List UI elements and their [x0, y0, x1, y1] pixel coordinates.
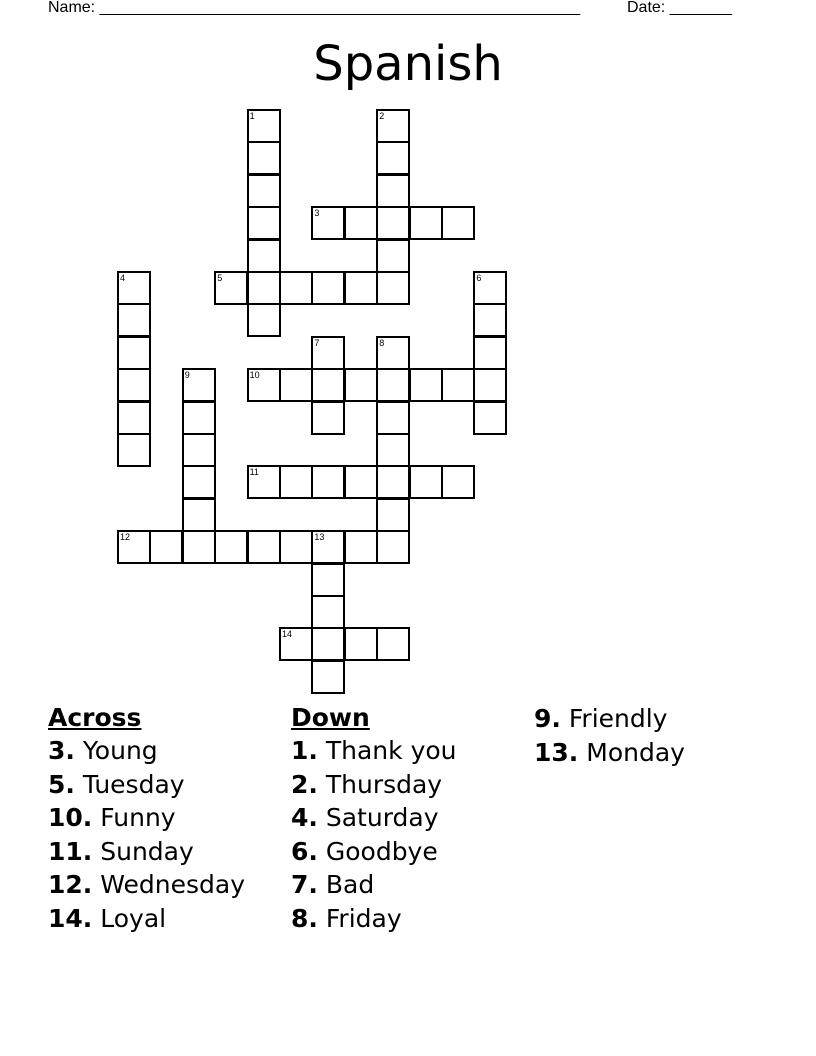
grid-cell[interactable]	[376, 433, 410, 467]
clue-text: Loyal	[100, 903, 167, 933]
down-clue	[291, 734, 531, 768]
clue-number-label: 2	[379, 111, 385, 121]
clue-number: 10.	[48, 803, 93, 833]
grid-cell[interactable]	[441, 206, 475, 240]
grid-cell[interactable]	[376, 368, 410, 402]
grid-cell[interactable]	[117, 336, 151, 370]
grid-cell[interactable]	[117, 401, 151, 435]
clue-number: 6.	[291, 836, 318, 866]
grid-cell[interactable]	[117, 368, 151, 402]
down-clue	[291, 902, 531, 936]
grid-cell[interactable]	[473, 401, 507, 435]
grid-cell[interactable]	[117, 271, 151, 305]
across-heading: Across	[48, 703, 142, 732]
grid-cell[interactable]	[473, 336, 507, 370]
clue-number: 1.	[291, 736, 318, 765]
clue-text: Young	[82, 736, 158, 765]
grid-cell[interactable]	[117, 303, 151, 337]
down-clue	[291, 768, 531, 802]
grid-cell[interactable]	[279, 627, 313, 661]
clue-number: 11.	[48, 836, 93, 866]
grid-cell[interactable]	[247, 368, 281, 402]
grid-cell[interactable]	[344, 465, 378, 499]
across-clue	[48, 734, 288, 768]
grid-cell[interactable]	[279, 465, 313, 499]
clue-text: Sunday	[100, 836, 194, 866]
grid-cell[interactable]	[247, 303, 281, 337]
clue-number-label: 9	[184, 370, 190, 381]
clue-number: 14.	[48, 903, 93, 933]
clue-text: Tuesday	[82, 769, 185, 799]
grid-cell[interactable]	[344, 627, 378, 661]
down-clue	[534, 736, 774, 770]
clue-number: 3.	[48, 736, 75, 765]
grid-cell[interactable]	[376, 206, 410, 240]
clue-number: 13.	[534, 737, 579, 767]
grid-cell[interactable]	[311, 660, 345, 694]
clue-number-label: 3	[314, 208, 320, 219]
down-clues-continued	[534, 702, 774, 769]
grid-cell[interactable]	[344, 530, 378, 564]
grid-cell[interactable]	[311, 563, 345, 597]
grid-cell[interactable]	[376, 465, 410, 499]
clue-number: 12.	[48, 870, 93, 900]
down-clue	[291, 835, 531, 869]
clue-number: 5.	[48, 769, 75, 799]
grid-cell[interactable]	[473, 303, 507, 337]
grid-cell[interactable]	[376, 401, 410, 435]
grid-cell[interactable]	[376, 530, 410, 564]
grid-cell[interactable]	[279, 530, 313, 564]
grid-cell[interactable]	[441, 465, 475, 499]
grid-cell[interactable]	[311, 368, 345, 402]
grid-cell[interactable]	[247, 141, 281, 175]
clue-number-label: 5	[217, 273, 223, 283]
clue-text: Friday	[325, 903, 402, 933]
grid-cell[interactable]	[247, 271, 281, 305]
grid-cell[interactable]	[409, 206, 443, 240]
down-heading: Down	[291, 703, 370, 732]
grid-cell[interactable]	[182, 498, 216, 532]
grid-cell[interactable]	[376, 336, 410, 370]
grid-cell[interactable]	[473, 368, 507, 402]
clue-number: 4.	[291, 803, 318, 833]
name-field[interactable]: Name: ______________________________________________________	[48, 0, 581, 16]
clue-text: Thank you	[325, 736, 457, 765]
grid-cell[interactable]	[247, 174, 281, 208]
grid-cell[interactable]	[311, 595, 345, 629]
grid-cell[interactable]	[311, 627, 345, 661]
grid-cell[interactable]	[311, 206, 345, 240]
grid-cell[interactable]	[311, 530, 345, 564]
grid-cell[interactable]	[344, 206, 378, 240]
grid-cell[interactable]	[409, 368, 443, 402]
clue-number-label: 11	[249, 467, 259, 478]
grid-cell[interactable]	[376, 174, 410, 208]
grid-cell[interactable]	[247, 465, 281, 499]
clue-text: Saturday	[325, 803, 439, 833]
across-clue	[48, 768, 288, 802]
grid-cell[interactable]	[247, 109, 281, 143]
grid-cell[interactable]	[279, 271, 313, 305]
clue-text: Bad	[325, 870, 375, 900]
grid-cell[interactable]	[182, 530, 216, 564]
grid-cell[interactable]	[441, 368, 475, 402]
grid-cell[interactable]	[311, 271, 345, 305]
clue-number: 7.	[291, 870, 318, 900]
clue-text: Friendly	[568, 704, 668, 733]
clue-number-label: 10	[249, 370, 260, 381]
clue-number-label: 1	[249, 111, 255, 121]
clue-number-label: 13	[314, 532, 325, 543]
grid-cell[interactable]	[182, 368, 216, 402]
down-clues	[291, 702, 531, 936]
clue-number-label: 14	[282, 629, 293, 640]
date-field[interactable]: Date: _______	[627, 0, 732, 16]
down-clue	[291, 801, 531, 835]
grid-cell[interactable]	[149, 530, 183, 564]
grid-cell[interactable]	[247, 239, 281, 273]
clue-number: 9.	[534, 704, 561, 733]
grid-cell[interactable]	[376, 239, 410, 273]
grid-cell[interactable]	[214, 530, 248, 564]
grid-cell[interactable]	[311, 401, 345, 435]
across-clue	[48, 902, 288, 936]
clue-number-label: 4	[120, 273, 126, 283]
clue-number: 8.	[291, 903, 318, 933]
clue-number-label: 12	[120, 532, 131, 543]
clue-number-label: 6	[476, 273, 482, 283]
grid-cell[interactable]	[409, 465, 443, 499]
grid-cell[interactable]	[311, 336, 345, 370]
grid-cell[interactable]	[182, 401, 216, 435]
clue-text: Funny	[100, 803, 176, 833]
clue-text: Monday	[586, 737, 685, 767]
grid-cell[interactable]	[376, 141, 410, 175]
page-title: Spanish	[313, 36, 503, 92]
grid-cell[interactable]	[311, 465, 345, 499]
across-clue	[48, 835, 288, 869]
grid-cell[interactable]	[182, 465, 216, 499]
clue-number-label: 7	[314, 337, 320, 348]
grid-cell[interactable]	[376, 109, 410, 143]
clue-text: Goodbye	[325, 836, 438, 866]
grid-cell[interactable]	[344, 271, 378, 305]
clue-number-label: 8	[379, 337, 385, 348]
grid-cell[interactable]	[182, 433, 216, 467]
grid-cell[interactable]	[247, 206, 281, 240]
grid-cell[interactable]	[214, 271, 248, 305]
grid-cell[interactable]	[376, 627, 410, 661]
grid-cell[interactable]	[117, 433, 151, 467]
across-clues	[48, 702, 288, 936]
grid-cell[interactable]	[376, 498, 410, 532]
across-clue	[48, 868, 288, 902]
grid-cell[interactable]	[279, 368, 313, 402]
grid-cell[interactable]	[376, 271, 410, 305]
down-clue	[291, 868, 531, 902]
clue-text: Thursday	[325, 769, 443, 799]
grid-cell[interactable]	[117, 530, 151, 564]
across-clue	[48, 801, 288, 835]
clue-text: Wednesday	[100, 870, 245, 900]
clue-number: 2.	[291, 769, 318, 799]
down-clue	[534, 702, 774, 736]
grid-cell[interactable]	[473, 271, 507, 305]
grid-cell[interactable]	[247, 530, 281, 564]
grid-cell[interactable]	[344, 368, 378, 402]
